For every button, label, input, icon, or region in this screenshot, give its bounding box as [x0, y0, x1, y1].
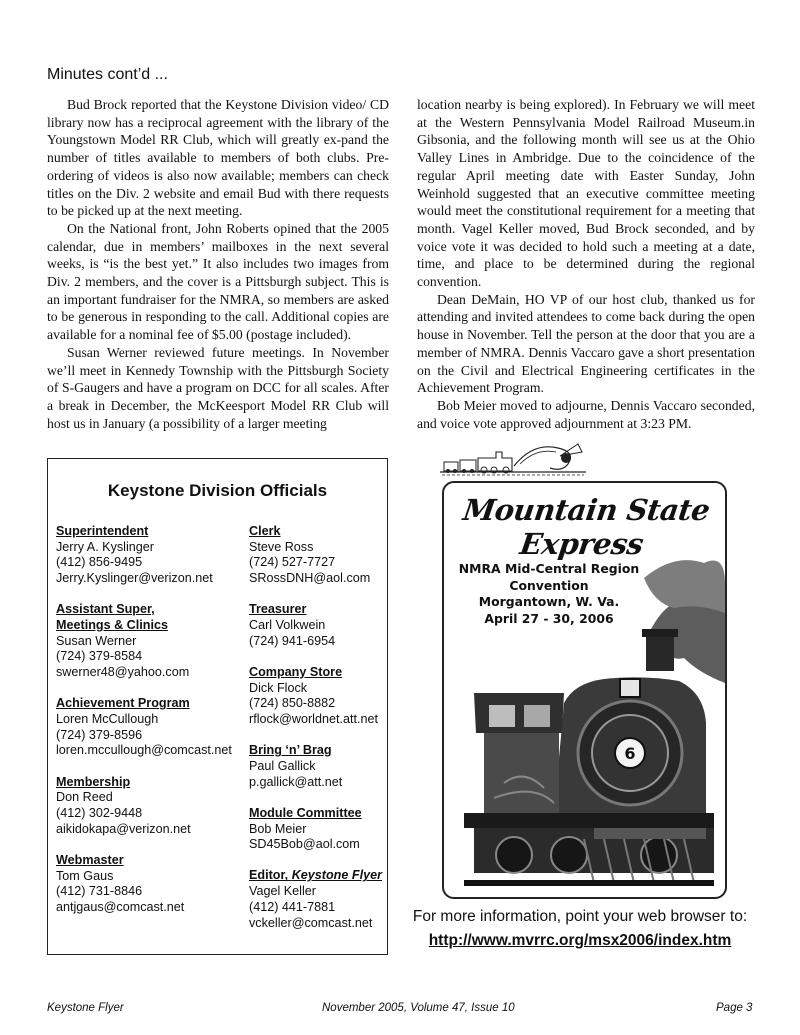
poster-line: NMRA Mid-Central Region — [458, 561, 640, 576]
office-achievement-program — [56, 696, 248, 759]
office-editor — [249, 868, 389, 931]
officials-title: Keystone Division Officials — [107, 481, 328, 500]
office-phone: (724) 527-7727 — [249, 555, 336, 570]
office-membership — [56, 775, 248, 838]
office-name: Tom Gaus — [56, 868, 114, 883]
office-title: Module Committee — [249, 805, 362, 820]
office-title: Company Store — [249, 664, 343, 679]
office-name: Vagel Keller — [249, 884, 316, 899]
office-name: Paul Gallick — [249, 758, 316, 773]
convention-url-link[interactable]: http://www.mvrrc.org/msx2006/index.htm — [428, 932, 732, 949]
office-email[interactable]: loren.mccullough@comcast.net — [56, 743, 232, 758]
poster-line: Convention — [509, 577, 589, 593]
officials-box — [47, 458, 388, 955]
minutes-right-column — [417, 96, 755, 432]
office-module-committee — [249, 806, 389, 853]
officials-left-column — [56, 524, 248, 931]
office-phone: (724) 850-8882 — [249, 696, 336, 711]
office-email[interactable]: aikidokapa@verizon.net — [56, 821, 191, 836]
page-heading: Minutes cont’d ... — [47, 66, 168, 83]
office-email[interactable]: swerner48@yahoo.com — [56, 665, 190, 680]
office-phone: (724) 379-8584 — [56, 649, 143, 664]
office-phone: (412) 441-7881 — [249, 899, 336, 914]
office-name: Susan Werner — [56, 633, 137, 648]
office-title-prefix: Editor, — [249, 868, 292, 883]
paragraph: Bob Meier moved to adjourne, Dennis Vaccaro seconded, and voice vote approved adjournment at 3:23 PM. — [417, 397, 755, 431]
convention-poster — [442, 481, 727, 899]
office-company-store — [249, 665, 389, 728]
office-title: Assistant Super, — [56, 602, 155, 617]
office-name: Steve Ross — [249, 539, 314, 554]
office-email[interactable]: Jerry.Kyslinger@verizon.net — [56, 571, 213, 586]
office-title — [249, 868, 389, 884]
office-phone: (412) 856-9495 — [56, 555, 143, 570]
office-name: Don Reed — [56, 790, 113, 805]
paragraph: Bud Brock reported that the Keystone Division video/ CD library now has a reciprocal agreement with the library of the Youngstown Model RR Club, which will greatly ex-pand the number of titles available to members of both clubs. Pre-ordering of videos is also now available; members can check titles on the Div. 2 website and email Bud with there requests to be picked up at the next meeting. — [47, 97, 389, 219]
footer-issue: November 2005, Volume 47, Issue 10 — [322, 1002, 515, 1014]
engine-number: 6 — [624, 744, 636, 763]
poster-info — [454, 561, 644, 627]
footer-page-number: Page 3 — [716, 1002, 753, 1014]
paragraph: location nearby is being explored). In February we will meet at the Western Pennsylvania Model Railroad Museum.in Gibsonia, and the following month will see us at the Ohio Valley Lines in Ambridge. Due to the coincidence of the regular April meeting date with Easter Sunday, John Weinhold suggested that an executive committee meeting would meet the constitutional requirement for a meeting that month. Vagel Keller moved, Bud Brock seconded, and by voice vote it was decided to hold such a meeting at a date, time, and place to be determined during the regional convention. — [417, 97, 755, 290]
office-title: Membership — [56, 774, 131, 789]
train-sketch-icon — [438, 438, 588, 478]
office-assistant-super — [56, 602, 248, 681]
office-email[interactable]: SD45Bob@aol.com — [249, 837, 360, 852]
office-title: Webmaster — [56, 852, 124, 867]
office-title: Clerk — [249, 524, 281, 538]
office-email[interactable]: rflock@worldnet.att.net — [249, 712, 378, 727]
poster-line: Morgantown, W. Va. — [478, 594, 620, 609]
paragraph: On the National front, John Roberts opined that the 2005 calendar, due in members’ mailboxes in the next several weeks, is “is the best yet.” It also includes two images from Div. 2 members, and the cover is a Pittsburgh subject. This is an important fundraiser for the NMRA, so members are asked to be generous in responding to the call. Additional copies are available for a nominal fee of $5.00 (postage included). — [47, 220, 389, 343]
office-name: Dick Flock — [249, 680, 308, 695]
office-title: Achievement Program — [56, 696, 190, 711]
office-name: Jerry A. Kyslinger — [56, 539, 154, 554]
minutes-left-column — [47, 96, 389, 432]
paragraph: Dean DeMain, HO VP of our host club, thanked us for attending and invited attendees to come back during the open house in November. Tell the person at the door that you are a member of NMRA. Dennis Vaccaro gave a short presentation on the Civil and Electrical Engineering certificates in the Achievement Program. — [417, 291, 755, 396]
office-treasurer — [249, 602, 389, 649]
office-email[interactable]: vckeller@comcast.net — [249, 915, 373, 930]
office-title: Treasurer — [249, 602, 307, 617]
office-clerk — [249, 524, 389, 587]
office-phone: (724) 941-6954 — [249, 633, 336, 648]
office-email[interactable]: p.gallick@att.net — [249, 774, 343, 789]
office-phone: (412) 302-9448 — [56, 806, 143, 821]
paragraph: Susan Werner reviewed future meetings. In November we’ll meet in Kennedy Township with the Pittsburgh Society of S-Gaugers and have a program on DCC for all scales. After a break in December, the McKeesport Model RR Club will host us in January (a possibility of a larger meeting — [47, 344, 389, 431]
office-name: Carl Volkwein — [249, 618, 326, 633]
office-title: Superintendent — [56, 524, 149, 538]
office-phone: (412) 731-8846 — [56, 884, 143, 899]
office-webmaster — [56, 853, 248, 916]
office-email[interactable]: SRossDNH@aol.com — [249, 571, 371, 586]
more-info-text: For more information, point your web browser to: — [412, 908, 748, 925]
office-bring-n-brag — [249, 743, 389, 790]
office-name: Bob Meier — [249, 821, 307, 836]
poster-line: April 27 - 30, 2006 — [484, 610, 614, 626]
office-superintendent — [56, 524, 248, 587]
poster-title: Mountain State Express — [461, 493, 712, 561]
office-title: Meetings & Clinics — [56, 618, 168, 633]
officials-right-column — [249, 524, 389, 947]
office-name: Loren McCullough — [56, 712, 159, 727]
office-phone: (724) 379-8596 — [56, 727, 143, 742]
office-title: Bring ‘n’ Brag — [249, 743, 332, 758]
footer-publication: Keystone Flyer — [47, 1002, 124, 1014]
office-email[interactable]: antjgaus@comcast.net — [56, 900, 185, 915]
office-title-publication: Keystone Flyer — [291, 868, 382, 883]
